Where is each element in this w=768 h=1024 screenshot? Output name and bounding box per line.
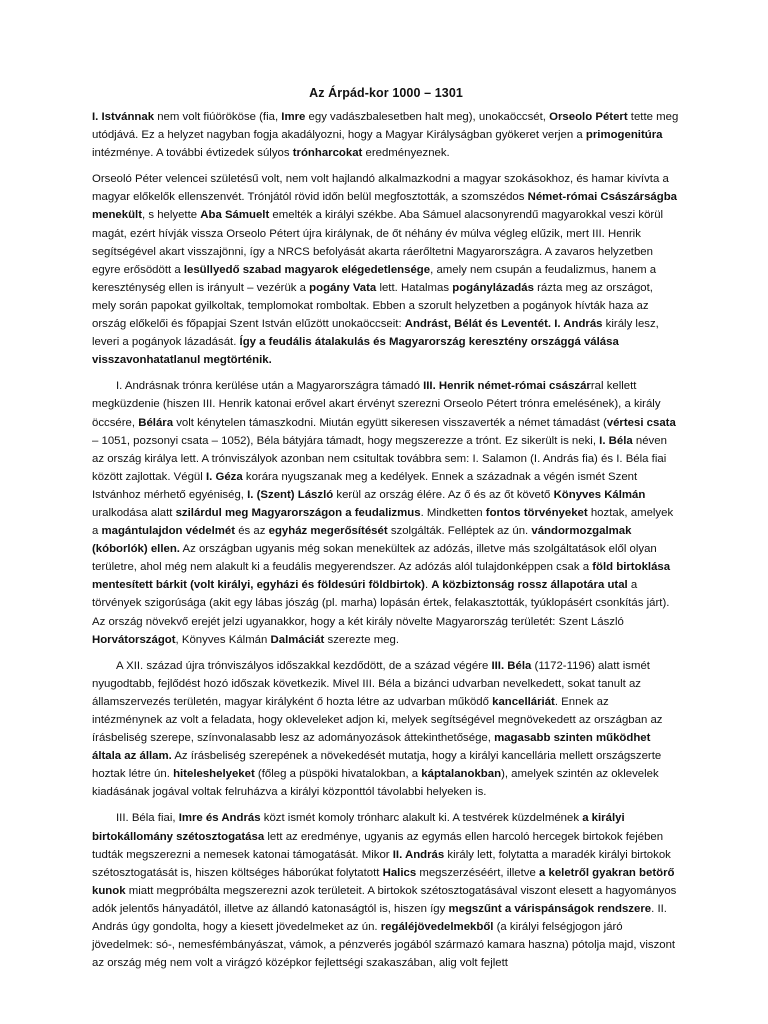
- bold-text: I. Géza: [205, 470, 243, 483]
- text-run: (1172-1196) alatt ismét nyugodtabb, fejlődést hozó időszak következik. Mivel III. Béla a bizánci udvarban nevelkedett, sokat tanult az államszervezés területén, magyar királyként ő hozta létre az udvarban működő: [92, 659, 650, 708]
- bold-text: megszűnt a várispánságok rendszere: [448, 902, 652, 915]
- bold-text: a királyi birtokállomány szétosztogatása: [92, 812, 625, 843]
- text-run: .: [424, 579, 432, 592]
- bold-text: magasabb szinten működhet általa az állam.: [92, 732, 651, 763]
- text-run: . Mindketten: [420, 506, 486, 519]
- bold-text: Andrást, Bélát és Leventét. I. András: [404, 318, 603, 331]
- text-run: uralkodása alatt: [92, 506, 176, 519]
- text-run: lett az eredménye, ugyanis az egymás ellen harcoló hercegek birtokok fejében tudták megszerezni a nemesek katonai támogatását. Mikor: [92, 830, 664, 861]
- bold-text: regáléjövedelmekből: [380, 921, 494, 934]
- paragraph: [92, 377, 680, 648]
- bold-text: Halics: [382, 866, 417, 879]
- text-run: szolgálták. Felléptek az ún.: [387, 525, 532, 538]
- bold-text: fontos törvényeket: [485, 506, 588, 519]
- text-run: volt kénytelen támaszkodni. Miután együtt sikeresen visszaverték a német támadást (: [173, 416, 607, 429]
- bold-text: Német-római Császárságba menekült: [92, 191, 678, 222]
- bold-text: I. (Szent) László: [247, 488, 334, 501]
- text-run: ral kellett megküzdenie (hiszen III. Henrik katonai erővel akart érvényt szerezni Orseolo Pétert trónra emelésének), a király öccsére,: [92, 380, 661, 429]
- page-title: Az Árpád-kor 1000 – 1301: [309, 86, 463, 100]
- text-run: . Ennek az intézménynek az volt a feladata, hogy okleveleket adjon ki, melyek segítségével megnövekedett az országban az írásbeliség szerepe, színvonalasabb lesz az adományozások áttekinthetősége,: [92, 695, 663, 745]
- bold-text: szilárdul meg Magyarországon a feudalizmus: [175, 506, 421, 519]
- text-run: nem volt fiúörököse (fia,: [154, 111, 282, 123]
- text-run: . II. András úgy gondolta, hogy a kiesett jövedelmeket az ún.: [92, 902, 667, 934]
- bold-text: a keletről gyakran betörő kunok: [92, 866, 675, 897]
- text-run: szerezte meg.: [324, 633, 400, 646]
- text-run: ), amelyek szintén az oklevelek kiadásának jogával voltak felruházva a királyi központtól távolabbi helyeken is.: [92, 768, 659, 799]
- text-run: korára nyugszanak meg a kedélyek. Ennek a századnak a végén ismét Szent Istvánhoz mérhető egyéniség,: [92, 470, 638, 501]
- text-run: lett. Hatalmas: [376, 281, 453, 294]
- text-run: III. Béla fiai,: [116, 812, 179, 825]
- text-run: , s helyette: [142, 209, 201, 222]
- text-run: tette meg utódjává. Ez a helyzet nagyban fogja akadályozni, hogy a Magyar Királyságban gyökeret verjen a: [92, 111, 679, 142]
- text-run: és az: [235, 525, 269, 538]
- paragraph: [92, 108, 680, 162]
- bold-text: Így a feudális átalakulás és Magyarország keresztény országgá válása visszavonhatatlanul megtörténik.: [92, 336, 619, 367]
- bold-text: lesüllyedő szabad magyarok elégedetlensége: [183, 263, 431, 276]
- text-run: emelték a királyi székbe. Aba Sámuel alacsonyrendű magyarokkal veszi körül magát, ezért hívják vissza Orseolo Pétert újra királynak, de őt néhány év múlva végleg elűzik, mert III. Henrik segítségével akart visszajönni, így a NRCS befolyását akarta ráerőltetni Magyarországra. A zavaros helyzetben egyre erősödött a: [92, 209, 664, 276]
- text-run: A XII. század újra trónviszályos időszakkal kezdődött, de a század végére: [116, 659, 492, 672]
- bold-text: primogenitúra: [585, 129, 663, 142]
- text-run: Az országban ugyanis még sokan menekültek az adózás, illetve más szolgáltatások elől olyan területre, ahol még nem alakult ki a feudális megyerendszer. Az adózás alól tulajdonképpen csak a: [92, 543, 657, 574]
- text-run: rázta meg az országot, mely során papokat gyilkoltak, templomokat romboltak. Ebben a szorult helyzetben a pogányok hívták haza az ország előkelői és főpapjai Szent István elűzött unokaöccseit:: [92, 281, 653, 331]
- text-run: – 1051, pozsonyi csata – 1052), Béla bátyjára támadt, hogy megszerezze a trónt. Ez sikerült is neki,: [92, 434, 600, 447]
- bold-text: II. András: [392, 848, 445, 861]
- text-run: közt ismét komoly trónharc alakult ki. A testvérek küzdelmének: [260, 812, 583, 825]
- bold-text: Orseolo Pétert: [549, 111, 628, 123]
- text-run: király lesz, leveri a pogányok lázadását.: [92, 318, 659, 349]
- text-run: (főleg a püspöki hivatalokban, a: [254, 768, 422, 781]
- bold-text: Imre és András: [178, 812, 261, 825]
- text-run: megszerzéséért, illetve: [416, 866, 539, 879]
- text-run: Orseoló Péter velencei születésű volt, nem volt hajlandó alkalmazkodni a magyar szokásokhoz, és hamar kivívta a magyar előkelők ellenszenvét. Trónjától rövid időn belül megfosztották, a szomszédos: [92, 173, 669, 204]
- text-run: , Könyves Kálmán: [175, 633, 271, 646]
- bold-text: trónharcokat: [292, 147, 363, 160]
- bold-text: Dalmáciát: [270, 633, 325, 646]
- text-run: a törvények szigorúsága (akit egy lábas jószág (pl. marha) lopásán értek, felakasztották, tyúklopásért csonkítás járt). Az ország növekvő erejét jelzi ugyanakkor, hogy a két király növelte Magyarország területét: Szent László: [92, 579, 670, 628]
- bold-text: káptalanokban: [421, 768, 502, 781]
- bold-text: egyház megerősítését: [268, 525, 388, 538]
- bold-text: A közbiztonság rossz állapotára utal: [431, 579, 628, 592]
- bold-text: Horvátországot: [92, 633, 176, 646]
- bold-text: III. Henrik német-római császár: [423, 380, 591, 393]
- text-run: kerül az ország élére. Az ő és az őt követő: [333, 488, 554, 501]
- document-body: [92, 108, 680, 972]
- text-run: I. Andrásnak trónra kerülése után a Magyarországra támadó: [116, 380, 424, 393]
- text-run: eredményeznek.: [362, 147, 450, 160]
- bold-text: pogány Vata: [309, 281, 377, 294]
- bold-text: vértesi csata: [606, 416, 676, 429]
- bold-text: vándormozgalmak (kóborlók) ellen.: [92, 525, 632, 556]
- bold-text: III. Béla: [491, 659, 532, 672]
- text-run: miatt megpróbálta megszerezni azok területeit. A birtokok szétosztogatásával viszont elesett a hagyományos adók jelentős hányadától, illetve az állandó katonaságtól is, hiszen így: [92, 884, 677, 915]
- bold-text: föld birtoklása mentesített bárkit (volt királyi, egyházi és földesúri földbirtok): [92, 561, 671, 592]
- bold-text: magántulajdon védelmét: [101, 525, 236, 538]
- bold-text: Bélára: [138, 416, 174, 429]
- text-run: , amely nem csupán a feudalizmus, hanem a kereszténység ellen is irányult – vezérük a: [92, 263, 657, 294]
- bold-text: I. Istvánnak: [92, 111, 155, 123]
- text-run: (a királyi felségjogon járó jövedelmek: só-, nemesfémbányászat, vámok, a pénzverés jogából származó kamara haszna) pótolja majd, viszont az ország még nem volt a virágzó középkor fejlettségi szakaszában, alig volt fejlett: [92, 921, 676, 970]
- text-run: király lett, folytatta a maradék királyi birtokok szétosztogatását is, hiszen költséges háborúkat folytatott: [92, 848, 671, 879]
- bold-text: I. Béla: [599, 434, 633, 447]
- text-run: egy vadászbalesetben halt meg), unokaöccsét,: [305, 111, 550, 123]
- bold-text: pogánylázadás: [452, 281, 534, 294]
- paragraph: [92, 657, 680, 802]
- bold-text: Könyves Kálmán: [553, 488, 646, 501]
- bold-text: hiteleshelyeket: [173, 768, 255, 781]
- paragraph: [92, 809, 680, 972]
- text-run: hoztak, amelyek a: [92, 506, 674, 538]
- text-run: intézménye. A további évtizedek súlyos: [92, 147, 293, 160]
- bold-text: Aba Sámuelt: [200, 209, 270, 222]
- text-run: néven az ország királya lett. A trónviszályok azonban nem csitultak továbbra sem: I. Salamon (I. András fia) és I. Béla fiai között zajlottak. Végül: [92, 434, 667, 483]
- bold-text: kancelláriát: [492, 695, 555, 708]
- text-run: Az írásbeliség szerepének a növekedését mutatja, hogy a királyi kancellária mellett országszerte hoztak létre ún.: [92, 750, 662, 781]
- paragraph: [92, 170, 680, 369]
- bold-text: Imre: [281, 111, 306, 123]
